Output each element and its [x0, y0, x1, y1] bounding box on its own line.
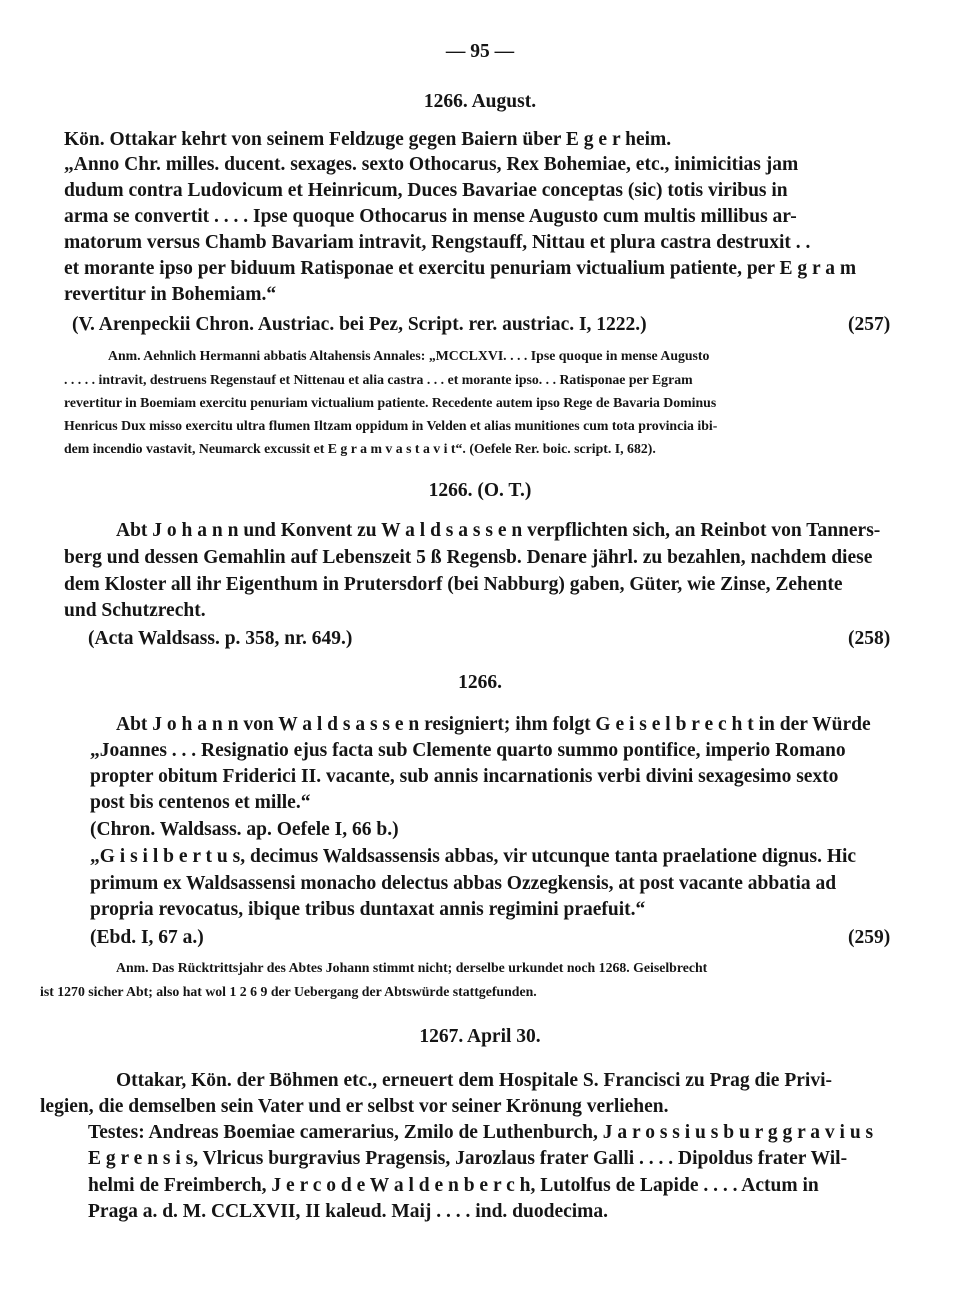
body-line: propter obitum Friderici II. vacante, sub annis incarnationis verbi divini sexagesimo sexto — [90, 766, 839, 787]
body-line: „Anno Chr. milles. ducent. sexages. sexto Othocarus, Rex Bohemiae, etc., inimicitias jam — [64, 154, 799, 175]
body-line: legien, die demselben sein Vater und er selbst vor seiner Krönung verliehen. — [40, 1096, 669, 1117]
entry-date-heading: 1266. — [458, 672, 502, 693]
footnote-line: Anm. Aehnlich Hermanni abbatis Altahensis Annales: „MCCLXVI. . . . Ipse quoque in mense Augusto — [108, 348, 710, 363]
body-line: helmi de Freimberch, J e r c o d e W a l d e n b e r c h, Lutolfus de Lapide . . . . Actum in — [88, 1175, 819, 1196]
body-line: Praga a. d. M. CCLXVII, II kaleud. Maij . . . . ind. duodecima. — [88, 1201, 609, 1222]
footnote-line: Henricus Dux misso exercitu ultra flumen Iltzam oppidum in Velden et alias munitiones cum tota provincia ibi- — [64, 418, 718, 433]
body-line: „G i s i l b e r t u s, decimus Waldsassensis abbas, vir utcunque tanta praelatione dignus. Hic — [90, 846, 857, 867]
body-line: primum ex Waldsassensi monacho delectus abbas Ozzegkensis, at post vacante abbatia ad — [90, 873, 837, 894]
body-line: propria revocatus, ibique tribus duntaxat annis regimini praefuit.“ — [90, 899, 646, 920]
entry-date-heading: 1266. (O. T.) — [428, 480, 532, 501]
page-number: — 95 — — [445, 41, 515, 62]
body-line: arma se convertit . . . . Ipse quoque Othocarus in mense Augusto cum multis millibus ar- — [64, 206, 797, 227]
entry-date-heading: 1266. August. — [423, 91, 537, 112]
footnote-line: ist 1270 sicher Abt; also hat wol 1 2 6 9 der Uebergang der Abtswürde stattgefunden. — [40, 984, 537, 999]
body-line: Abt J o h a n n von W a l d s a s s e n resigniert; ihm folgt G e i s e l b r e c h t in der Würde — [116, 714, 871, 735]
body-line: Ottakar, Kön. der Böhmen etc., erneuert dem Hospitale S. Francisci zu Prag die Privi- — [116, 1070, 832, 1091]
source-citation: (Chron. Waldsass. ap. Oefele I, 66 b.) — [90, 819, 399, 840]
body-line: und Schutzrecht. — [64, 600, 206, 621]
entry-number: (257) — [848, 314, 891, 335]
body-line: revertitur in Bohemiam.“ — [64, 284, 277, 305]
body-line: post bis centenos et mille.“ — [90, 792, 311, 813]
footnote-line: Anm. Das Rücktrittsjahr des Abtes Johann stimmt nicht; derselbe urkundet noch 1268. Geiselbrecht — [116, 960, 708, 975]
footnote-line: dem incendio vastavit, Neumarck excussit et E g r a m v a s t a v i t“. (Oefele Rer. boic. script. I, 682). — [64, 441, 656, 456]
footnote-line: revertitur in Boemiam exercitu penuriam victualium patiente. Recedente autem ipso Rege de Bavaria Dominus — [64, 395, 717, 410]
body-line: Abt J o h a n n und Konvent zu W a l d s a s s e n verpflichten sich, an Reinbot von Tanners- — [116, 520, 881, 541]
footnote-line: . . . . . intravit, destruens Regenstauf et Nittenau et alia castra . . . et morante ipso. . . Ratisponae per Egram — [64, 372, 693, 387]
body-line: Kön. Ottakar kehrt von seinem Feldzuge gegen Baiern über E g e r heim. — [64, 129, 672, 150]
body-line: dudum contra Ludovicum et Heinricum, Duces Bavariae conceptas (sic) totis viribus in — [64, 180, 788, 201]
body-line: E g r e n s i s, Vlricus burgravius Pragensis, Jarozlaus frater Galli . . . . Dipoldus frater Wil- — [88, 1148, 848, 1169]
entry-number: (259) — [848, 927, 891, 948]
entry-number: (258) — [848, 628, 891, 649]
entry-date-heading: 1267. April 30. — [419, 1026, 541, 1047]
source-citation: (Acta Waldsass. p. 358, nr. 649.) — [88, 628, 353, 649]
body-line: matorum versus Chamb Bavariam intravit, Rengstauff, Nittau et plura castra destruxit . . — [64, 232, 811, 253]
body-line: „Joannes . . . Resignatio ejus facta sub Clemente quarto summo pontifice, imperio Romano — [90, 740, 846, 761]
source-citation: (Ebd. I, 67 a.) — [90, 927, 204, 948]
source-citation: (V. Arenpeckii Chron. Austriac. bei Pez, Script. rer. austriac. I, 1222.) — [72, 314, 647, 335]
body-line: berg und dessen Gemahlin auf Lebenszeit 5 ß Regensb. Denare jährl. zu bezahlen, nachdem diese — [64, 547, 873, 568]
body-line: et morante ipso per biduum Ratisponae et exercitu penuriam victualium patiente, per E g r a m — [64, 258, 857, 279]
body-line: Testes: Andreas Boemiae camerarius, Zmilo de Luthenburch, J a r o s s i u s b u r g g r a v i u s — [88, 1122, 874, 1143]
body-line: dem Kloster all ihr Eigenthum in Prutersdorf (bei Nabburg) gaben, Güter, wie Zinse, Zehente — [64, 574, 843, 595]
